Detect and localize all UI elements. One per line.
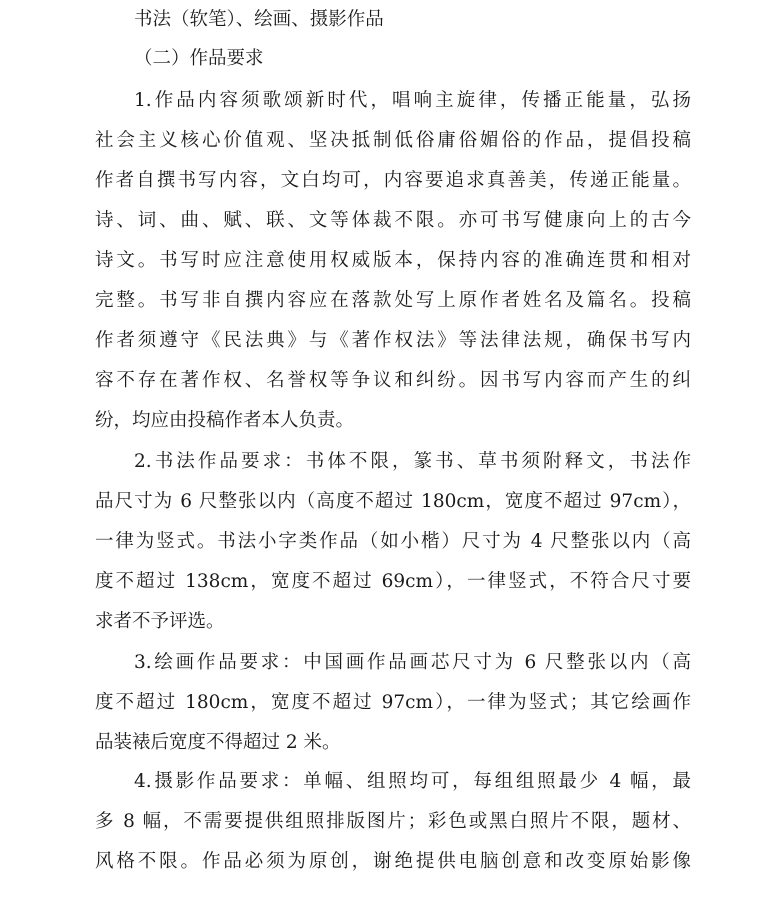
paragraph-line: 1.作品内容须歌颂新时代，唱响主旋律，传播正能量，弘扬 — [134, 90, 691, 111]
paragraph-line: 2.书法作品要求：书体不限，篆书、草书须附释文，书法作 — [134, 451, 691, 472]
paragraph-line: 求者不予评选。 — [95, 611, 225, 632]
intro-line: 书法（软笔）、绘画、摄影作品 — [134, 9, 384, 30]
section-heading: （二）作品要求 — [134, 48, 264, 69]
paragraph-line: 4.摄影作品要求：单幅、组照均可，每组组照最少 4 幅，最 — [134, 771, 691, 792]
paragraph-line: 容不存在著作权、名誉权等争议和纠纷。因书写内容而产生的纠 — [95, 370, 691, 391]
paragraph-line: 品装裱后宽度不得超过 2 米。 — [95, 732, 341, 753]
paragraph-line: 纷，均应由投稿作者本人负责。 — [95, 410, 355, 431]
paragraph-line: 3.绘画作品要求：中国画作品画芯尺寸为 6 尺整张以内（高 — [134, 652, 691, 673]
paragraph-line: 度不超过 180cm，宽度不超过 97cm），一律为竖式；其它绘画作 — [95, 692, 691, 713]
paragraph-line: 诗、词、曲、赋、联、文等体裁不限。亦可书写健康向上的古今 — [95, 210, 691, 231]
paragraph-line: 多 8 幅，不需要提供组照排版图片；彩色或黑白照片不限，题材、 — [95, 811, 691, 832]
paragraph-line: 诗文。书写时应注意使用权威版本，保持内容的准确连贯和相对 — [95, 250, 691, 271]
paragraph-line: 一律为竖式。书法小字类作品（如小楷）尺寸为 4 尺整张以内（高 — [95, 531, 691, 552]
paragraph-line: 风格不限。作品必须为原创，谢绝提供电脑创意和改变原始影像 — [95, 851, 691, 872]
paragraph-line: 作者自撰书写内容，文白均可，内容要追求真善美，传递正能量。 — [95, 170, 691, 191]
paragraph-line: 完整。书写非自撰内容应在落款处写上原作者姓名及篇名。投稿 — [95, 290, 691, 311]
paragraph-line: 度不超过 138cm，宽度不超过 69cm），一律竖式，不符合尺寸要 — [95, 571, 691, 592]
paragraph-line: 社会主义核心价值观、坚决抵制低俗庸俗媚俗的作品，提倡投稿 — [95, 130, 691, 151]
paragraph-line: 品尺寸为 6 尺整张以内（高度不超过 180cm，宽度不超过 97cm）， — [95, 491, 691, 512]
paragraph-line: 作者须遵守《民法典》与《著作权法》等法律法规，确保书写内 — [95, 330, 691, 351]
